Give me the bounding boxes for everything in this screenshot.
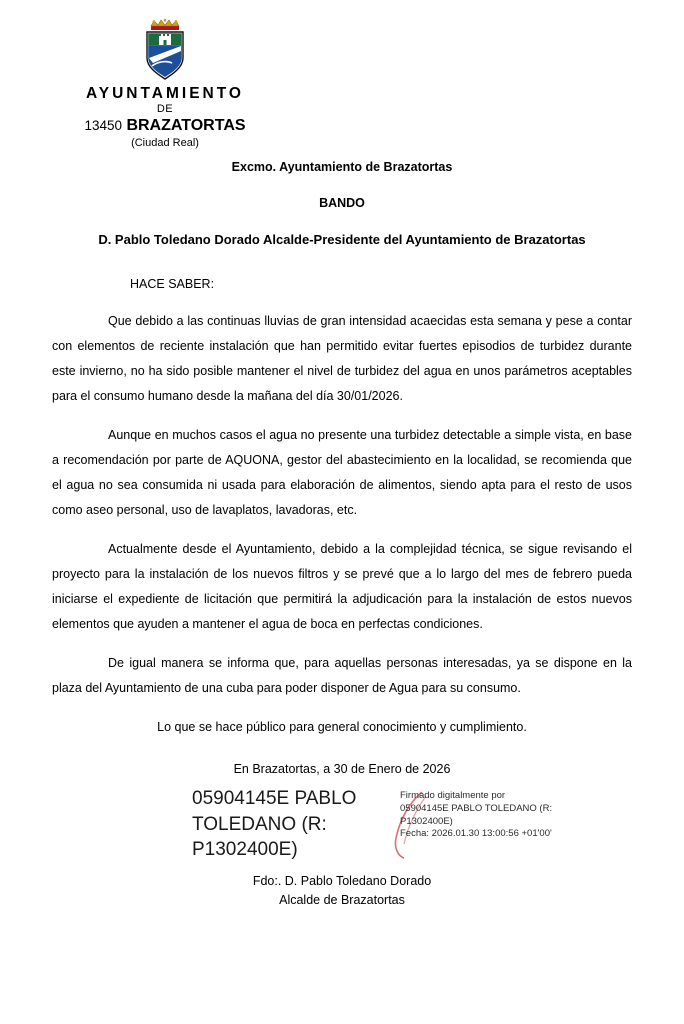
document-body — [52, 160, 632, 908]
stamp-line-4: Fecha: 2026.01.30 13:00:56 +01'00' — [400, 828, 552, 840]
mayor-heading: D. Pablo Toledano Dorado Alcalde-Presidente del Ayuntamiento de Brazatortas — [98, 232, 586, 247]
signer-role-line: Alcalde de Brazatortas — [279, 893, 405, 908]
paragraph-4: De igual manera se informa que, para aquellas personas interesadas, ya se dispone en la plaza del Ayuntamiento de una cuba para poder disponer de Agua para su consumo. — [52, 656, 632, 695]
letterhead-town-line — [40, 117, 290, 135]
paragraph-3: Actualmente desde el Ayuntamiento, debido a la complejidad técnica, se sigue revisando el proyecto para la instalación de los nuevos filtros y se prevé que a lo largo del mes de febrero pueda iniciarse el expediente de licitación que permitirá la adjudicación para la instalación de estos nuevos elementos que ayuden a mantener el agua de boca en perfectas condiciones. — [52, 542, 632, 631]
town-name: BRAZATORTAS — [126, 117, 246, 135]
digital-signature-stamp — [400, 790, 590, 841]
place-and-date: En Brazatortas, a 30 de Enero de 2026 — [233, 762, 451, 776]
signed-by-line: Fdo:. D. Pablo Toledano Dorado — [252, 874, 432, 888]
signature-footer — [52, 872, 632, 911]
letterhead — [40, 18, 290, 150]
stamp-line-3: P1302400E) — [400, 815, 453, 827]
document-title: BANDO — [319, 196, 365, 210]
signature-block — [52, 786, 632, 908]
postal-code: 13450 — [84, 118, 122, 134]
paragraph-2: Aunque en muchos casos el agua no presente una turbidez detectable a simple vista, en base a recomendación por parte de AQUONA, gestor del abastecimiento en la localidad, se recomienda que el agua no sea consumida ni usada para elaboración de alimentos, siendo apta para el resto de usos como aseo personal, uso de lavaplatos, lavadoras, etc. — [52, 428, 632, 517]
closing-statement: Lo que se hace público para general conocimiento y cumplimiento. — [157, 720, 527, 734]
stamp-line-2: 05904145E PABLO TOLEDANO (R: — [400, 802, 553, 814]
letterhead-line-de: DE — [156, 103, 174, 116]
hace-saber-label: HACE SABER: — [130, 277, 215, 291]
stamp-line-1: Firmado digitalmente por — [400, 790, 506, 801]
org-heading: Excmo. Ayuntamiento de Brazatortas — [231, 160, 453, 174]
coat-of-arms-icon — [139, 18, 191, 80]
letterhead-province: (Ciudad Real) — [131, 136, 199, 149]
digital-signature-name: 05904145E PABLO TOLEDANO (R: P1302400E) — [192, 788, 357, 861]
letterhead-line-ayuntamiento: AYUNTAMIENTO — [85, 85, 244, 102]
paragraph-1: Que debido a las continuas lluvias de gran intensidad acaecidas esta semana y pese a contar con elementos de reciente instalación que han permitido evitar fuertes episodios de turbidez durante este invierno, no ha sido posible mantener el nivel de turbidez del agua en unos parámetros aceptables para el consumo humano desde la mañana del día 30/01/2026. — [52, 314, 632, 403]
